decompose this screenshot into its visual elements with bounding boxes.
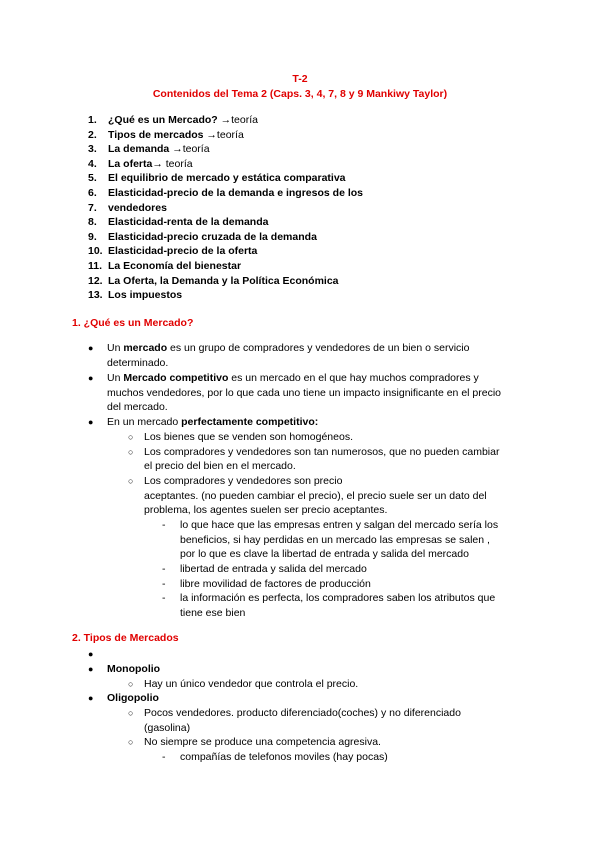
toc-item <box>88 259 363 274</box>
bullet: ● <box>88 417 94 427</box>
toc-item <box>88 201 363 216</box>
paragraph-line: compañías de telefonos moviles (hay pocas) <box>180 751 388 763</box>
paragraph-line: muchos vendedores, por lo que cada uno tiene un impacto insignificante en el precio <box>107 387 502 399</box>
paragraph-line: libre movilidad de factores de producción <box>180 578 371 590</box>
toc-number: 5. <box>88 172 97 185</box>
dash-bullet: - <box>162 519 166 531</box>
paragraph-line: la información es perfecta, los compradores saben los atributos que <box>180 592 496 604</box>
paragraph-line: No siempre se produce una competencia agresiva. <box>144 736 381 748</box>
circle-bullet: ○ <box>128 432 134 442</box>
toc-item <box>88 274 363 289</box>
toc-number: 13. <box>88 289 103 302</box>
toc-number: 11. <box>88 259 103 272</box>
paragraph-line: Un mercado es un grupo de compradores y vendedores de un bien o servicio <box>107 342 470 354</box>
paragraph-line: Los compradores y vendedores son precio <box>144 475 343 487</box>
toc-title: vendedores <box>108 201 167 214</box>
dash-bullet: - <box>162 751 166 763</box>
toc-number: 6. <box>88 186 97 199</box>
toc-number: 12. <box>88 274 103 287</box>
toc-item <box>88 186 363 201</box>
title-block <box>0 72 600 102</box>
toc-number: 1. <box>88 114 97 126</box>
bullet: ● <box>88 343 94 353</box>
paragraph-line: libertad de entrada y salida del mercado <box>180 563 367 575</box>
paragraph-line: Un Mercado competitivo es un mercado en el que hay muchos compradores y <box>107 372 479 384</box>
circle-bullet: ○ <box>128 708 134 718</box>
section-2-heading: 2. Tipos de Mercados <box>72 632 179 644</box>
bullet: ● <box>88 664 94 674</box>
paragraph-line: por lo que es clave la libertad de entrada y salida del mercado <box>180 548 469 560</box>
toc-item <box>88 244 363 259</box>
paragraph-line: Los bienes que se venden son homogéneos. <box>144 431 353 443</box>
paragraph-line: tiene ese bien <box>180 607 246 619</box>
toc-number: 10. <box>88 245 103 258</box>
circle-bullet: ○ <box>128 679 134 689</box>
toc-item <box>88 113 363 128</box>
section-1-heading: 1. ¿Qué es un Mercado? <box>72 317 194 329</box>
toc-title: La demanda <box>108 143 170 156</box>
toc-suffix: →teoría <box>217 114 258 126</box>
toc-title: El equilibrio de mercado y estática comparativa <box>108 172 346 185</box>
dash-bullet: - <box>162 578 166 590</box>
toc-number: 8. <box>88 216 97 229</box>
bullet: ● <box>88 373 94 383</box>
dash-bullet: - <box>162 563 166 575</box>
doc-code: T-2 <box>292 73 308 85</box>
toc-title: La Economía del bienestar <box>108 259 242 272</box>
toc-item <box>88 157 363 172</box>
toc-title: Los impuestos <box>108 289 183 302</box>
toc-item <box>88 215 363 230</box>
dash-bullet: - <box>162 592 166 604</box>
paragraph-line: En un mercado perfectamente competitivo: <box>107 416 319 428</box>
toc-item <box>88 230 363 245</box>
toc-number: 4. <box>88 157 97 170</box>
toc-title: Elasticidad-precio de la oferta <box>108 245 258 258</box>
paragraph-line: Pocos vendedores. producto diferenciado(coches) y no diferenciado <box>144 707 461 719</box>
circle-bullet: ○ <box>128 447 134 457</box>
toc-title: La Oferta, la Demanda y la Política Económica <box>108 274 339 287</box>
paragraph-line: Hay un único vendedor que controla el precio. <box>144 678 359 690</box>
toc-number: 2. <box>88 128 97 141</box>
paragraph-line: beneficios, si hay perdidas en un mercado las empresas se salen , <box>180 534 490 546</box>
toc-title: Tipos de mercados <box>108 128 204 141</box>
toc-suffix: →teoría <box>169 143 210 156</box>
toc-item <box>88 288 363 303</box>
circle-bullet: ○ <box>128 476 134 486</box>
monopolio-label: Monopolio <box>107 663 161 675</box>
toc-title: Elasticidad-precio de la demanda e ingresos de los <box>108 186 363 199</box>
circle-bullet: ○ <box>128 737 134 747</box>
toc-item <box>88 128 363 143</box>
paragraph-line: lo que hace que las empresas entren y salgan del mercado sería los <box>180 519 499 531</box>
paragraph-line: problema, los agentes suelen ser precio aceptantes. <box>144 504 388 516</box>
toc-title: ¿Qué es un Mercado? <box>108 114 218 126</box>
table-of-contents <box>88 113 363 303</box>
toc-title: La oferta <box>108 157 153 170</box>
doc-subtitle: Contenidos del Tema 2 (Caps. 3, 4, 7, 8 y 9 Mankiwy Taylor) <box>152 88 448 100</box>
toc-suffix: →teoría <box>203 128 244 141</box>
paragraph-line: del mercado. <box>107 401 168 413</box>
toc-title: Elasticidad-renta de la demanda <box>108 216 269 229</box>
toc-number: 9. <box>88 230 97 243</box>
paragraph-line: aceptantes. (no pueden cambiar el precio), el precio suele ser un dato del <box>144 490 487 502</box>
toc-number: 3. <box>88 143 97 156</box>
paragraph-line: determinado. <box>107 357 169 369</box>
toc-item <box>88 171 363 186</box>
toc-title: Elasticidad-precio cruzada de la demanda <box>108 230 317 243</box>
toc-suffix: → teoría <box>152 157 193 170</box>
paragraph-line: Los compradores y vendedores son tan numerosos, que no pueden cambiar <box>144 446 500 458</box>
paragraph-line: (gasolina) <box>144 722 191 734</box>
bullet: ● <box>88 693 94 703</box>
oligopolio-label: Oligopolio <box>107 692 159 704</box>
toc-number: 7. <box>88 201 97 214</box>
paragraph-line: el precio del bien en el mercado. <box>144 460 296 472</box>
bullet: ● <box>88 649 94 659</box>
toc-item <box>88 142 363 157</box>
